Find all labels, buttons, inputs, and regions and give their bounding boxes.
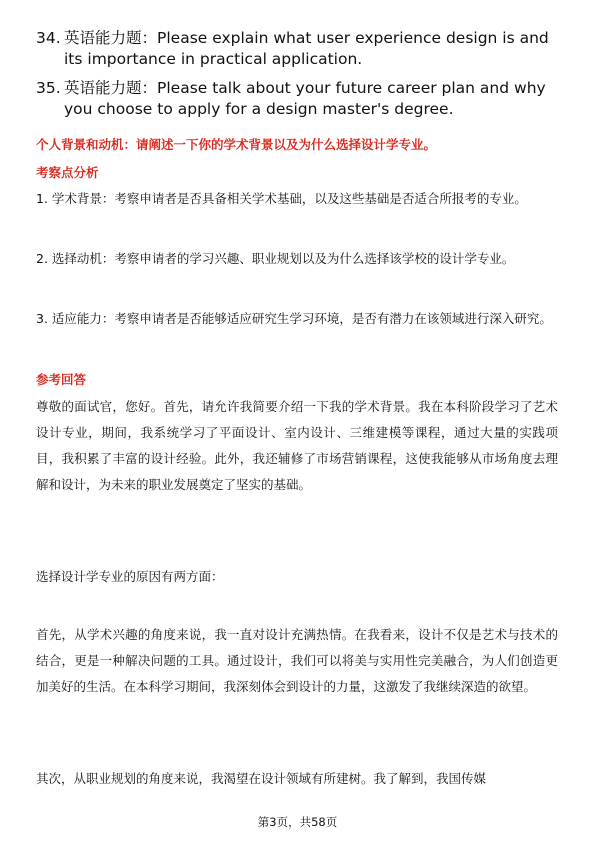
answer-label: 参考回答 [36,372,87,387]
question-number: 34. [36,29,61,47]
answer-paragraph: 尊敬的面试官，您好。首先，请允许我简要介绍一下我的学术背景。我在本科阶段学习了艺术设计专业，期间，我系统学习了平面设计、室内设计、三维建模等课程，通过大量的实践项目，我积累了丰富的设计经验。此外，我还辅修了市场营销课程，这使我能够从市场角度去理解和设计，为未来的职业发展奠定了坚实的基础。 [36,399,558,492]
analysis-point: 2. 选择动机：考察申请者的学习兴趣、职业规划以及为什么选择该学校的设计学专业。 [36,251,515,266]
question-number: 35. [36,79,61,97]
question-35 [36,78,566,120]
analysis-point: 3. 适应能力：考察申请者是否能够适应研究生学习环境，是否有潜力在该领域进行深入研究。 [36,311,552,326]
answer-paragraph: 其次，从职业规划的角度来说，我渴望在设计领域有所建树。我了解到，我国传媒 [36,771,487,786]
answer-paragraph: 首先，从学术兴趣的角度来说，我一直对设计充满热情。在我看来，设计不仅是艺术与技术的结合，更是一种解决问题的工具。通过设计，我们可以将美与实用性完美融合，为人们创造更加美好的生活。在本科学习期间，我深刻体会到设计的力量，这激发了我继续深造的欲望。 [36,627,558,694]
page-footer: 第3页，共58页 [257,815,338,829]
section-title: 个人背景和动机：请阐述一下你的学术背景以及为什么选择设计学专业。 [36,137,437,152]
question-text: 英语能力题：Please explain what user experience design is and its importance in practical application. [64,29,549,68]
question-text: 英语能力题：Please talk about your future career plan and why you choose to apply for a design master's degree. [64,79,546,118]
analysis-point: 1. 学术背景：考察申请者是否具备相关学术基础，以及这些基础是否适合所报考的专业。 [36,191,527,206]
question-34 [36,28,566,70]
answer-paragraph: 选择设计学专业的原因有两方面： [36,569,224,584]
analysis-label: 考察点分析 [36,165,99,180]
